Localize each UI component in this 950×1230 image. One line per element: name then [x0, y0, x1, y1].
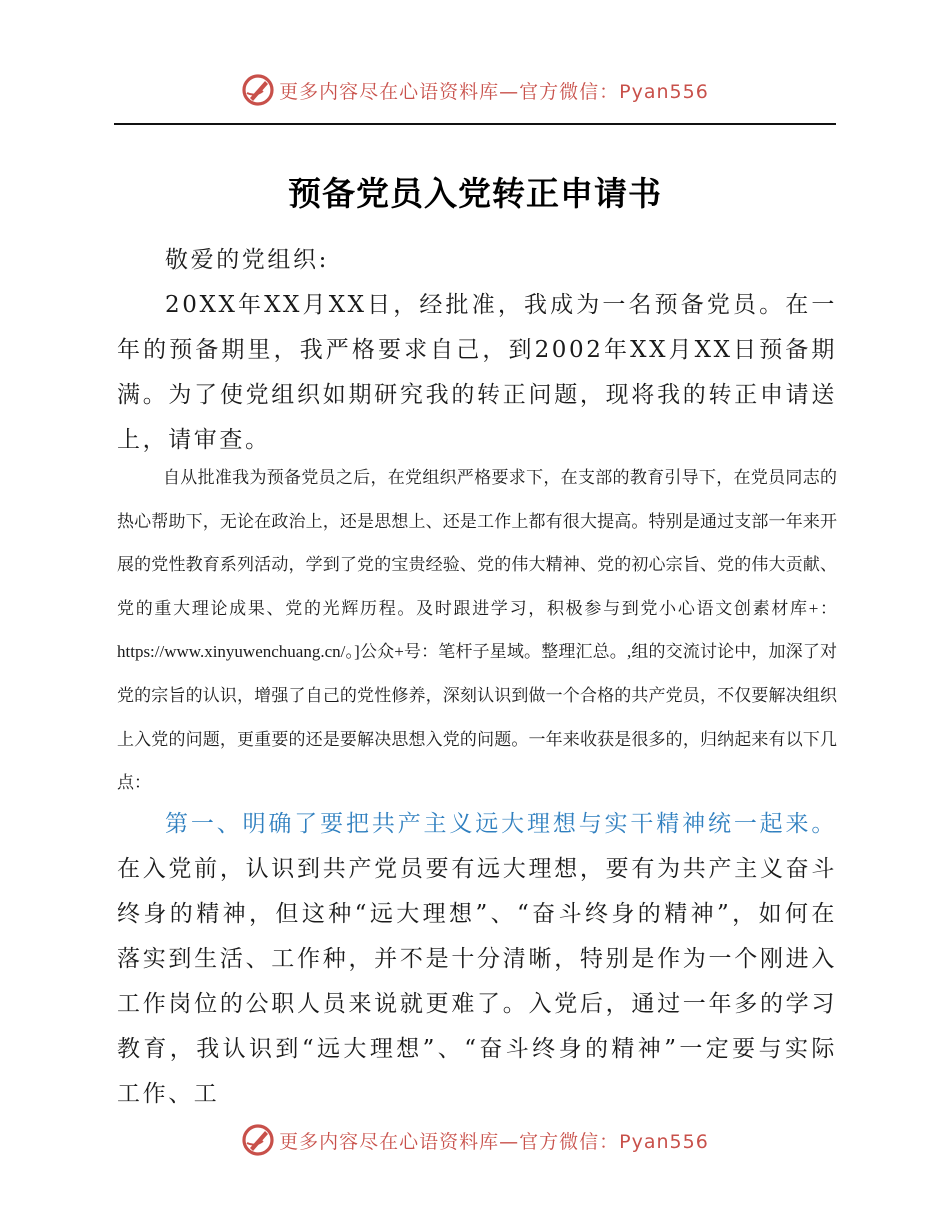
- document-title: 预备党员入党转正申请书: [288, 174, 662, 213]
- paragraph-3-heading: 第一、明确了要把共产主义远大理想与实干精神统一起来。: [165, 811, 837, 837]
- header-divider: [114, 123, 836, 125]
- footer-banner-text: 更多内容尽在心语资料库—官方微信：Pyan556: [279, 1130, 709, 1153]
- paragraph-3-body: 在入党前，认识到共产党员要有远大理想，要有为共产主义奋斗终身的精神，但这种“远大理想”、“奋斗终身的精神”，如何在落实到生活、工作种，并不是十分清晰，特别是作为一个刚进入工作岗位的公职人员来说就更难了。入党后，通过一年多的学习教育，我认识到“远大理想”、“奋斗终身的精神”一定要与实际工作、工: [117, 856, 837, 1107]
- paragraph-2: 自从批准我为预备党员之后，在党组织严格要求下，在支部的教育引导下，在党员同志的热心帮助下，无论在政治上，还是思想上、还是工作上都有很大提高。特别是通过支部一年来开展的党性教育系列活动，学到了党的宝贵经验、党的伟大精神、党的初心宗旨、党的伟大贡献、党的重大理论成果、党的光辉历程。及时跟进学习，积极参与到党小心语文创素材库+：https://www.xinyuwenchuang.cn/。]公众+号：笔杆子星域。整理汇总。,组的交流讨论中，加深了对党的宗旨的认识，增强了自己的党性修养，深刻认识到做一个合格的共产党员，不仅要解决组织上入党的问题，更重要的还是要解决思想入党的问题。一年来收获是很多的，归纳起来有以下几点：: [117, 468, 837, 793]
- paragraph-3: [117, 802, 837, 1117]
- footer-banner: [0, 1120, 950, 1160]
- paragraph-1: 20XX年XX月XX日，经批准，我成为一名预备党员。在一年的预备期里，我严格要求自己，到2002年XX月XX日预备期满。为了使党组织如期研究我的转正问题，现将我的转正申请送上，请审查。: [117, 292, 837, 453]
- salutation: 敬爱的党组织:: [165, 247, 329, 273]
- header-banner: [0, 70, 950, 110]
- brand-logo-icon: [241, 1123, 275, 1157]
- brand-logo-icon: [241, 73, 275, 107]
- header-banner-text: 更多内容尽在心语资料库—官方微信：Pyan556: [279, 80, 709, 103]
